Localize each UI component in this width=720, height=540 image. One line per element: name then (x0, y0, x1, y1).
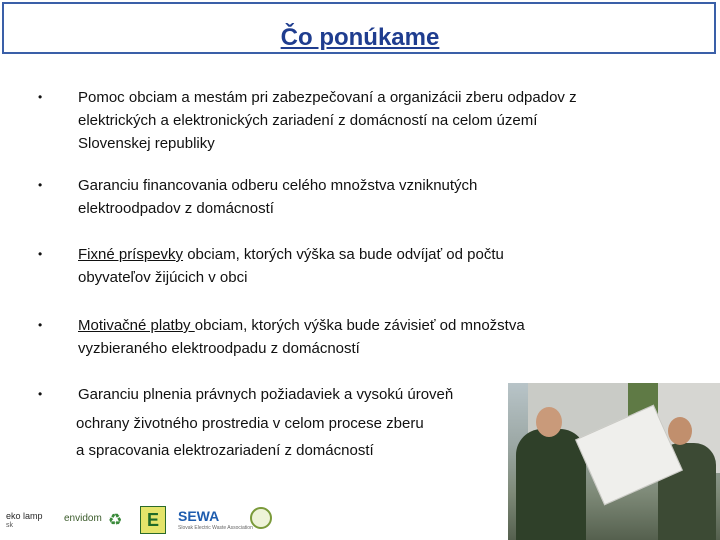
bullet-text (78, 174, 658, 220)
photo-workers-carrying-appliance (508, 383, 720, 540)
photo-worker-left (516, 429, 586, 540)
sewa-logo: SEWA (178, 508, 220, 524)
envidom-logo: envidom (64, 513, 102, 524)
photo-worker-right-head (668, 417, 692, 445)
bullet-text (78, 314, 658, 360)
bullet-text (78, 86, 658, 155)
bullet-line: Pomoc obciam a mestám pri zabezpečovaní a organizácii zberu odpadov z (78, 89, 577, 106)
logo-strip (0, 498, 508, 540)
bullet-text: Garanciu plnenia právnych požiadaviek a vysokú úroveň (78, 386, 454, 403)
bullet-line: Slovenskej republiky (78, 135, 215, 152)
ekolamp-logo (6, 512, 43, 530)
photo-worker-left-head (536, 407, 562, 437)
underlined-term: Fixné príspevky (78, 246, 184, 263)
sewa-logo-sub: Slovak Electric Waste Association (178, 525, 253, 531)
underlined-term: Motivačné platby (78, 317, 195, 334)
bullet-line: Garanciu financovania odberu celého množstva vzniknutých (78, 177, 478, 194)
e-logo-icon: E (140, 506, 166, 534)
ekolamp-logo-sub: sk (6, 522, 13, 529)
bullet-line: elektroodpadov z domácností (78, 200, 274, 217)
bullet-line: elektrických a elektronických zariadení z domácností na celom území (78, 112, 538, 129)
slide-title: Čo ponúkame (280, 24, 440, 51)
bullet-dot: • (38, 90, 43, 104)
bullet-text (78, 243, 658, 289)
bullet-line: vyzbieraného elektroodpadu z domácností (78, 340, 360, 357)
bullet-dot: • (38, 318, 43, 332)
bullet-dot: • (38, 247, 43, 261)
recycle-icon: ♻ (108, 512, 123, 529)
seal-logo-icon (250, 507, 272, 529)
bullet-rest: obciam, ktorých výška bude závisieť od množstva (194, 317, 525, 334)
bullet-line (78, 243, 658, 266)
bullet-line: a spracovania elektrozariadení z domácností (76, 442, 374, 459)
bullet-line: ochrany životného prostredia v celom procese zberu (76, 415, 424, 432)
bullet-line (78, 314, 658, 337)
bullet-line: obyvateľov žijúcich v obci (78, 269, 248, 286)
ekolamp-logo-text: eko lamp (6, 511, 43, 521)
bullet-rest: obciam, ktorých výška sa bude odvíjať od počtu (183, 246, 504, 263)
bullet-dot: • (38, 387, 43, 401)
bullet-dot: • (38, 178, 43, 192)
